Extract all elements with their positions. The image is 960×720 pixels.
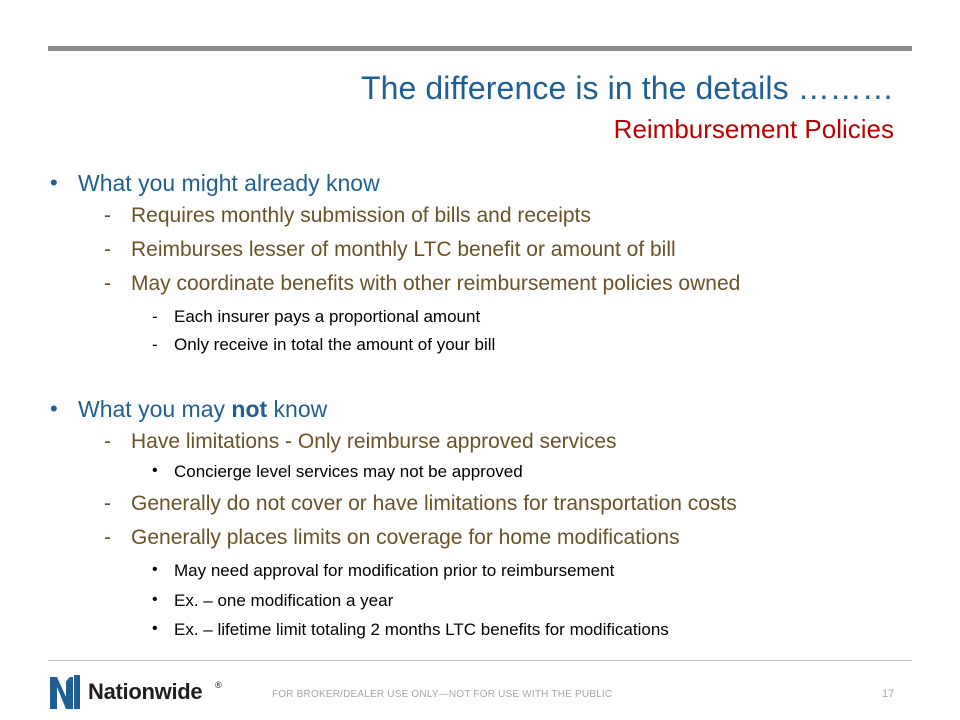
list-item: Requires monthly submission of bills and receipts (131, 204, 591, 227)
bullet-marker: • (152, 591, 158, 608)
page-number: 17 (882, 688, 895, 700)
heading-text: know (267, 396, 328, 422)
list-item: Reimburses lesser of monthly LTC benefit or amount of bill (131, 238, 676, 261)
bullet-marker: • (152, 462, 158, 479)
bullet-marker: • (50, 170, 58, 195)
brand-wordmark: Nationwide (88, 679, 203, 704)
heading-text: What you may (78, 396, 232, 422)
sub-list-item: Only receive in total the amount of your bill (174, 335, 496, 354)
sub-list-item: Each insurer pays a proportional amount (174, 307, 481, 326)
slide-subtitle: Reimbursement Policies (613, 114, 894, 144)
list-item: Generally do not cover or have limitations for transportation costs (131, 492, 737, 515)
list-item: Have limitations - Only reimburse approved services (131, 430, 617, 453)
sub-list-item: Concierge level services may not be approved (174, 462, 523, 481)
heading-emphasis: not (231, 396, 268, 422)
nationwide-eagle-logo-icon (48, 671, 82, 711)
dash-marker: - (152, 307, 158, 326)
sub-list-item: Ex. – one modification a year (174, 591, 394, 610)
bottom-divider (48, 660, 912, 661)
dash-marker: - (104, 204, 111, 227)
list-item: Generally places limits on coverage for home modifications (131, 526, 680, 549)
section-heading-unknown (78, 396, 327, 423)
list-item: May coordinate benefits with other reimbursement policies owned (131, 272, 741, 295)
footer-disclaimer: FOR BROKER/DEALER USE ONLY—NOT FOR USE WITH THE PUBLIC (272, 689, 613, 700)
bullet-marker: • (152, 620, 158, 637)
slide-title: The difference is in the details ……… (360, 70, 894, 106)
bullet-marker: • (50, 396, 58, 421)
sub-list-item: May need approval for modification prior to reimbursement (174, 561, 615, 580)
sub-list-item: Ex. – lifetime limit totaling 2 months LTC benefits for modifications (174, 620, 669, 639)
dash-marker: - (104, 526, 111, 549)
dash-marker: - (104, 238, 111, 261)
dash-marker: - (104, 272, 111, 295)
dash-marker: - (152, 335, 158, 354)
section-heading-known: What you might already know (78, 170, 380, 196)
dash-marker: - (104, 492, 111, 515)
dash-marker: - (104, 430, 111, 453)
bullet-marker: • (152, 561, 158, 578)
registered-mark: ® (215, 680, 222, 690)
